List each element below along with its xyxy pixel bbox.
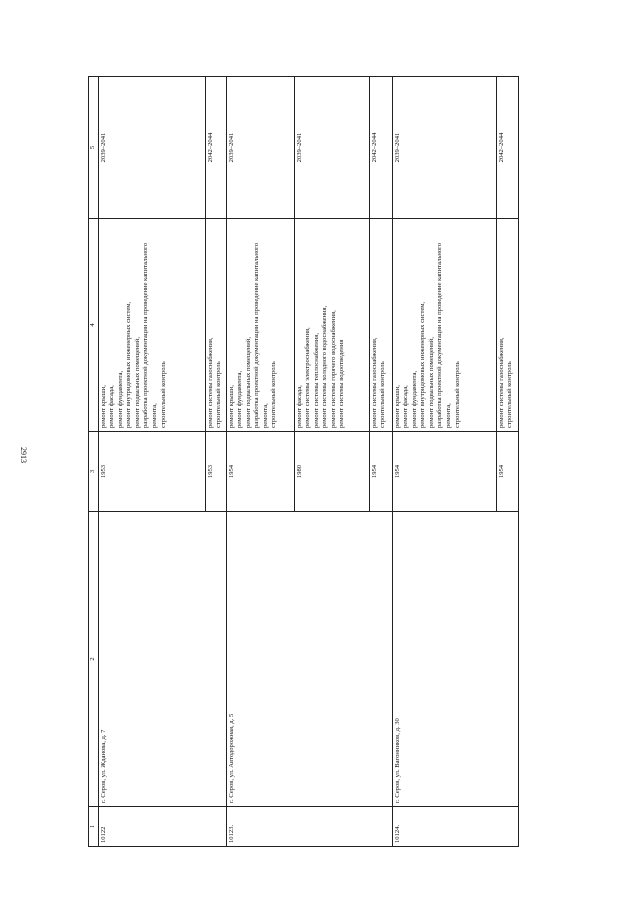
table-row bbox=[226, 77, 294, 847]
works-cell: ремонт системы газоснабжения, строительный контроль bbox=[205, 219, 226, 432]
works-cell: ремонт крыши, ремонт фундамента, ремонт подвальных помещений, разработка проектной документации на проведение капитального ремонта, строительный контроль bbox=[226, 219, 294, 432]
year-cell: 1954 bbox=[496, 432, 518, 512]
header-row bbox=[89, 77, 99, 847]
page-number: 2913 bbox=[19, 447, 28, 463]
period-cell: 2039–2041 bbox=[294, 77, 369, 219]
header-col-2: 2 bbox=[89, 512, 99, 807]
year-cell: 1953 bbox=[98, 432, 205, 512]
works-cell: ремонт системы газоснабжения, строительный контроль bbox=[369, 219, 392, 432]
header-col-5: 5 bbox=[89, 77, 99, 219]
address-cell: г. Серов, ул. Жданова, д. 7 bbox=[98, 512, 226, 807]
works-cell: ремонт системы газоснабжения, строительный контроль bbox=[496, 219, 518, 432]
period-cell: 2042–2044 bbox=[369, 77, 392, 219]
header-col-1: 1 bbox=[89, 807, 99, 847]
year-cell: 1980 bbox=[294, 432, 369, 512]
row-number: 10122 bbox=[98, 807, 226, 847]
year-cell: 1954 bbox=[226, 432, 294, 512]
row-number: 10124. bbox=[392, 807, 518, 847]
address-cell: г. Серов, ул. Автодорожная, д. 5 bbox=[226, 512, 392, 807]
header-col-4: 4 bbox=[89, 219, 99, 432]
period-cell: 2039–2041 bbox=[98, 77, 205, 219]
repair-schedule-table-wrap bbox=[88, 77, 514, 847]
table-row bbox=[98, 77, 205, 847]
period-cell: 2042–2044 bbox=[496, 77, 518, 219]
period-cell: 2039–2041 bbox=[226, 77, 294, 219]
works-cell: ремонт крыши, ремонт фасада, ремонт фундамента, ремонт внутридомовых инженерных систем, ремонт подвальных помещений, разработка проектной документации на проведение капитального ремонта, строительный контроль bbox=[98, 219, 205, 432]
year-cell: 1954 bbox=[392, 432, 496, 512]
period-cell: 2039–2041 bbox=[392, 77, 496, 219]
repair-schedule-table bbox=[88, 76, 519, 847]
address-cell: г. Серов, ул. Вагонников, д. 30 bbox=[392, 512, 518, 807]
period-cell: 2042–2044 bbox=[205, 77, 226, 219]
year-cell: 1954 bbox=[369, 432, 392, 512]
works-cell: ремонт фасада, ремонт системы электроснабжения, ремонт системы теплоснабжения, ремонт системы холодного водоснабжения, ремонт системы горячего водоснабжения, ремонт системы водоотведения bbox=[294, 219, 369, 432]
header-col-3: 3 bbox=[89, 432, 99, 512]
table-row bbox=[392, 77, 496, 847]
year-cell: 1953 bbox=[205, 432, 226, 512]
works-cell: ремонт крыши, ремонт фасада, ремонт фундамента, ремонт внутридомовых инженерных систем, ремонт подвальных помещений, разработка проектной документации на проведение капитального ремонта, строительный контроль bbox=[392, 219, 496, 432]
row-number: 10123. bbox=[226, 807, 392, 847]
